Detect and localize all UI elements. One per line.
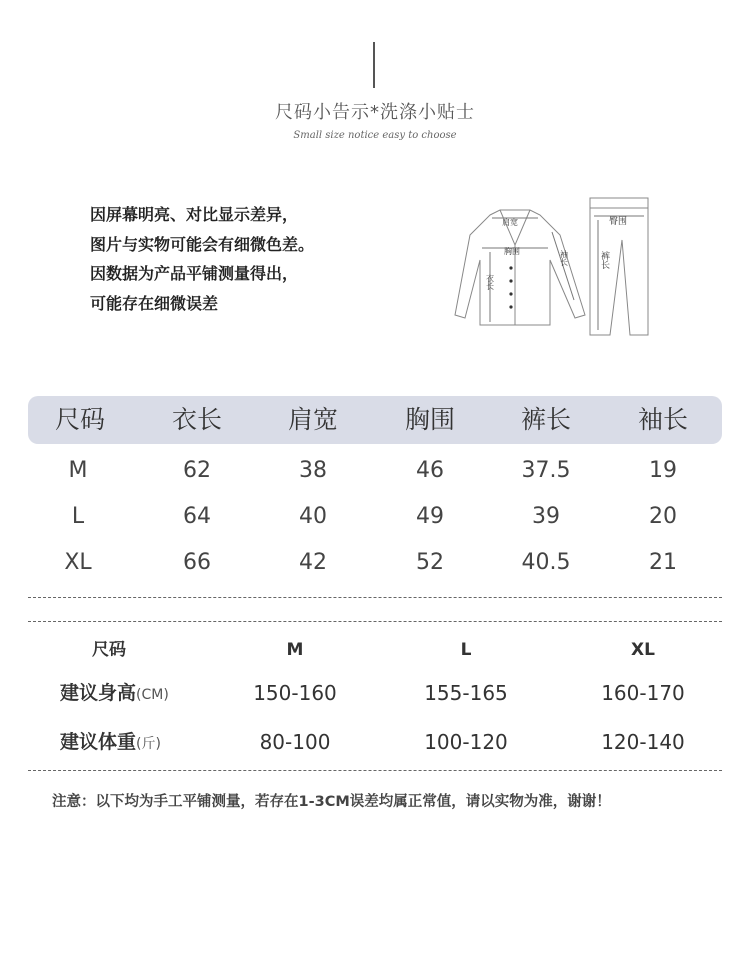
footnote: 注意：以下均为手工平铺测量，若存在1-3CM误差均属正常值，请以实物为准，谢谢！ xyxy=(52,794,611,810)
size-table-header xyxy=(28,396,722,444)
rec-weight-label xyxy=(60,727,161,757)
size-table-row xyxy=(0,456,750,486)
size-table-row xyxy=(0,548,750,578)
notice-line: 因屏幕明亮、对比显示差异， xyxy=(90,205,299,224)
recommend-weight-row xyxy=(0,727,750,757)
rec-header-size-xl: XL xyxy=(631,640,655,660)
top-measure-lines xyxy=(482,218,574,322)
rec-height-unit: (CM) xyxy=(136,687,169,703)
pajama-top-outline xyxy=(455,210,585,325)
label-pants-length: 裤长 xyxy=(599,251,609,269)
dashed-divider xyxy=(28,770,722,771)
rec-weight-m: 80-100 xyxy=(259,730,331,754)
rec-height-xl: 160-170 xyxy=(601,681,685,705)
recommend-height-row xyxy=(0,678,750,708)
button-dots xyxy=(509,266,512,308)
col-header-size: 尺码 xyxy=(54,405,105,434)
notice-block xyxy=(90,200,410,318)
rec-weight-unit: (斤) xyxy=(136,736,161,752)
label-hip: 臀围 xyxy=(608,217,628,227)
cell-shoulder: 40 xyxy=(299,504,327,529)
cell-size: XL xyxy=(64,550,92,575)
size-table-row xyxy=(0,502,750,532)
cell-top-length: 64 xyxy=(183,504,211,529)
page-subtitle: Small size notice easy to choose xyxy=(293,130,457,141)
cell-pants-length: 37.5 xyxy=(521,458,571,483)
pants-measure-lines xyxy=(594,216,644,330)
notice-line: 因数据为产品平铺测量得出， xyxy=(90,264,299,283)
cell-top-length: 62 xyxy=(183,458,211,483)
rec-weight-label-text: 建议体重 xyxy=(60,731,137,753)
rec-header-label: 尺码 xyxy=(92,640,126,660)
page-title: 尺码小告示*洗涤小贴士 xyxy=(275,102,475,123)
top-divider-line xyxy=(373,42,375,88)
rec-height-m: 150-160 xyxy=(253,681,337,705)
cell-sleeve: 20 xyxy=(649,504,677,529)
col-header-chest: 胸围 xyxy=(404,405,455,434)
dashed-divider xyxy=(28,621,722,622)
cell-size: M xyxy=(68,458,88,483)
cell-size: L xyxy=(71,504,85,529)
recommend-table-header xyxy=(0,635,750,665)
col-header-top-length: 衣长 xyxy=(171,405,222,434)
rec-height-label xyxy=(60,678,169,708)
cell-shoulder: 38 xyxy=(299,458,327,483)
col-header-pants-length: 裤长 xyxy=(520,405,571,434)
label-sleeve: 袖长 xyxy=(559,250,569,266)
cell-sleeve: 21 xyxy=(649,550,677,575)
rec-height-l: 155-165 xyxy=(424,681,508,705)
cell-top-length: 66 xyxy=(183,550,211,575)
rec-weight-l: 100-120 xyxy=(424,730,508,754)
cell-chest: 52 xyxy=(416,550,444,575)
cell-pants-length: 40.5 xyxy=(521,550,571,575)
cell-pants-length: 39 xyxy=(532,504,560,529)
label-shoulder: 肩宽 xyxy=(502,218,518,227)
measurement-diagram xyxy=(450,190,655,345)
col-header-sleeve: 袖长 xyxy=(637,405,688,434)
cell-chest: 46 xyxy=(416,458,444,483)
cell-shoulder: 42 xyxy=(299,550,327,575)
rec-header-size-m: M xyxy=(286,640,304,660)
notice-line: 可能存在细微误差 xyxy=(90,293,219,313)
dashed-divider xyxy=(28,597,722,598)
label-chest: 胸围 xyxy=(504,247,520,256)
cell-chest: 49 xyxy=(416,504,444,529)
label-length: 衣长 xyxy=(485,274,495,290)
cell-sleeve: 19 xyxy=(649,458,677,483)
rec-height-label-text: 建议身高 xyxy=(60,682,137,704)
rec-weight-xl: 120-140 xyxy=(601,730,685,754)
rec-header-size-l: L xyxy=(460,640,472,660)
col-header-shoulder: 肩宽 xyxy=(287,405,338,434)
notice-line: 图片与实物可能会有细微色差。 xyxy=(90,234,315,254)
